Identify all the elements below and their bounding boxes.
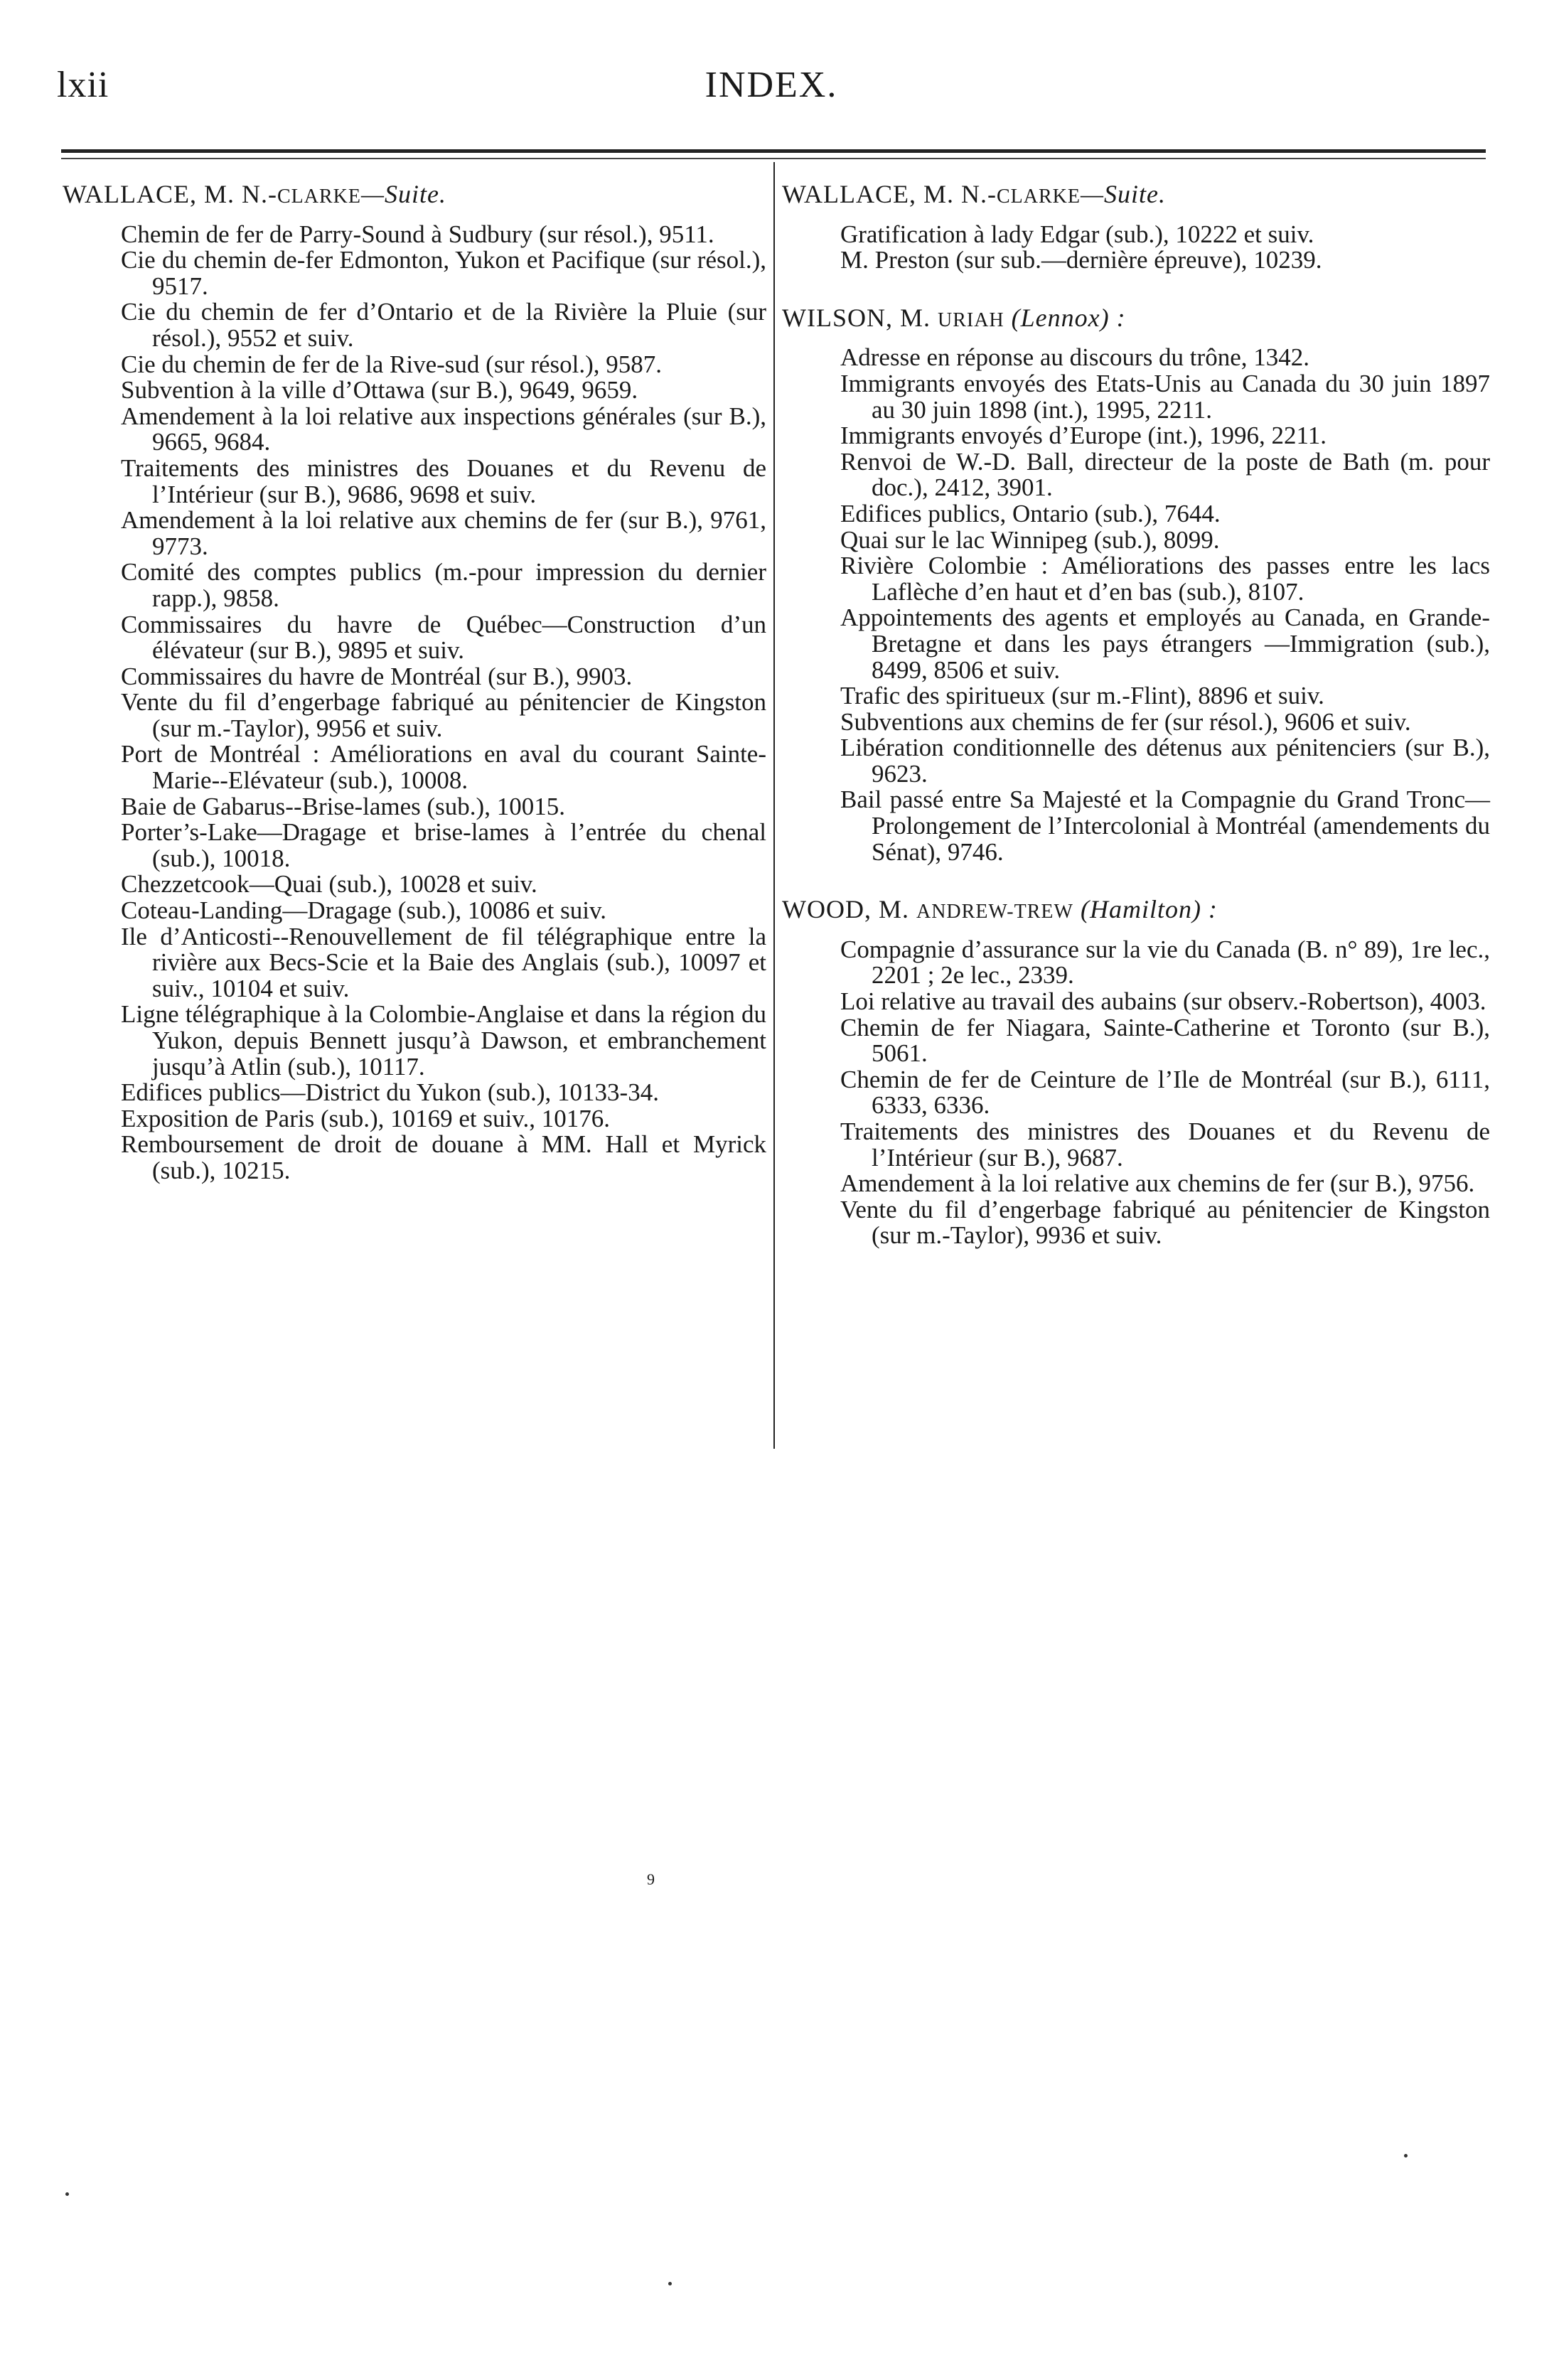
index-entry: Amendement à la loi relative aux inspections générales (sur B.), 9665, 9684. <box>121 402 766 456</box>
index-entry: Remboursement de droit de douane à MM. Hall et Myrick (sub.), 10215. <box>121 1130 766 1184</box>
index-entry: Libération conditionnelle des détenus aux pénitenciers (sur B.), 9623. <box>840 734 1490 788</box>
left-column <box>63 181 766 1184</box>
index-entry: Vente du fil d’engerbage fabriqué au pénitencier de Kingston (sur m.-Taylor), 9936 et suiv. <box>840 1195 1490 1250</box>
index-entry: Ile d’Anticosti--Renouvellement de fil télégraphique entre la rivière aux Becs-Scie et la Baie des Anglais (sub.), 10097 et suiv., 10104 et suiv. <box>121 922 766 1002</box>
section-spacer <box>782 865 1490 896</box>
heading-suffix: —Suite. <box>360 180 446 208</box>
index-entry: Renvoi de W.-D. Ball, directeur de la poste de Bath (m. pour doc.), 2412, 3901. <box>840 447 1490 502</box>
index-entry: Immigrants envoyés d’Europe (int.), 1996, 2211. <box>840 422 1327 450</box>
index-entry: Porter’s-Lake—Dragage et brise-lames à l’entrée du chenal (sub.), 10018. <box>121 818 766 872</box>
index-entry: M. Preston (sur sub.—dernière épreuve), 10239. <box>840 246 1322 274</box>
entry-heading <box>782 305 1490 334</box>
index-entry: Baie de Gabarus--Brise-lames (sub.), 10015. <box>121 792 565 820</box>
right-column <box>782 181 1490 1249</box>
heading-name: WOOD, M. <box>782 895 916 924</box>
speck-mark <box>668 2282 672 2285</box>
heading-smallcaps: CLARKE <box>996 186 1081 208</box>
index-entry: Gratification à lady Edgar (sub.), 10222 et suiv. <box>840 220 1314 248</box>
index-entry: Edifices publics, Ontario (sub.), 7644. <box>840 499 1221 527</box>
entry-heading <box>782 896 1490 926</box>
heading-suffix: —Suite. <box>1080 180 1166 208</box>
entry-heading <box>782 181 1490 210</box>
index-entry: Trafic des spiritueux (sur m.-Flint), 8896 et suiv. <box>840 682 1324 710</box>
left-entries-list <box>63 222 766 1184</box>
index-entry: Traitements des ministres des Douanes et du Revenu de l’Intérieur (sur B.), 9687. <box>840 1117 1490 1172</box>
index-entry: Ligne télégraphique à la Colombie-Anglaise et dans la région du Yukon, depuis Bennett jusqu’à Dawson, et embranchement jusqu’à Atlin (sub.), 10117. <box>121 1000 766 1081</box>
index-entry: Rivière Colombie : Améliorations des passes entre les lacs Laflèche d’en haut et d’en bas (sub.), 8107. <box>840 552 1490 606</box>
heading-name: WALLACE, M. N.- <box>63 180 277 208</box>
index-entry: Coteau-Landing—Dragage (sub.), 10086 et suiv. <box>121 896 606 925</box>
index-entry: Immigrants envoyés des Etats-Unis au Canada du 30 juin 1897 au 30 juin 1898 (int.), 1995, 2211. <box>840 369 1490 424</box>
index-entry: Cie du chemin de fer d’Ontario et de la Rivière la Pluie (sur résol.), 9552 et suiv. <box>121 298 766 352</box>
column-divider <box>773 162 775 1449</box>
signature-mark: 9 <box>647 1870 655 1888</box>
heading-name: WILSON, M. <box>782 303 938 332</box>
index-entry: Compagnie d’assurance sur la vie du Canada (B. n° 89), 1re lec., 2201 ; 2e lec., 2339. <box>840 935 1490 990</box>
section-spacer <box>782 274 1490 305</box>
index-entry: Chemin de fer Niagara, Sainte-Catherine et Toronto (sur B.), 5061. <box>840 1013 1490 1068</box>
index-entry: Subventions aux chemins de fer (sur résol.), 9606 et suiv. <box>840 707 1411 736</box>
index-entry: Subvention à la ville d’Ottawa (sur B.), 9649, 9659. <box>121 376 638 404</box>
heading-smallcaps: ANDREW-TREW <box>916 901 1073 923</box>
index-entry: Adresse en réponse au discours du trône, 1342. <box>840 343 1309 372</box>
index-entry: Chemin de fer de Ceinture de l’Ile de Montréal (sur B.), 6111, 6333, 6336. <box>840 1065 1490 1120</box>
heading-suffix: (Hamilton) : <box>1073 895 1218 924</box>
speck-mark <box>1404 2154 1408 2157</box>
index-entry: Chezzetcook—Quai (sub.), 10028 et suiv. <box>121 870 537 899</box>
speck-mark <box>65 2192 69 2196</box>
index-entry: Loi relative au travail des aubains (sur observ.-Robertson), 4003. <box>840 987 1486 1016</box>
index-entry: Traitements des ministres des Douanes et du Revenu de l’Intérieur (sur B.), 9686, 9698 et suiv. <box>121 454 766 508</box>
page-header <box>57 64 1486 121</box>
header-rule-thin <box>61 158 1486 159</box>
heading-name: WALLACE, M. N.- <box>782 180 997 208</box>
index-entry: Bail passé entre Sa Majesté et la Compagnie du Grand Tronc—Prolongement de l’Intercolonial à Montréal (amendements du Sénat), 9746. <box>840 786 1490 866</box>
index-entry: Port de Montréal : Améliorations en aval du courant Sainte-Marie--Elévateur (sub.), 10008. <box>121 740 766 795</box>
page-title: INDEX. <box>704 65 838 105</box>
header-rule <box>61 149 1486 153</box>
heading-smallcaps: URIAH <box>937 309 1004 331</box>
index-entry: Exposition de Paris (sub.), 10169 et suiv., 10176. <box>121 1104 610 1132</box>
page-number: lxii <box>57 65 109 105</box>
index-entry: Appointements des agents et employés au Canada, en Grande-Bretagne et dans les pays étrangers —Immigration (sub.), 8499, 8506 et suiv. <box>840 604 1490 684</box>
index-entry: Quai sur le lac Winnipeg (sub.), 8099. <box>840 525 1220 554</box>
heading-suffix: (Lennox) : <box>1004 303 1126 332</box>
index-entry: Comité des comptes publics (m.-pour impression du dernier rapp.), 9858. <box>121 558 766 612</box>
index-entry: Edifices publics—District du Yukon (sub.), 10133-34. <box>121 1078 659 1107</box>
heading-smallcaps: CLARKE <box>277 186 361 208</box>
index-entry: Commissaires du havre de Québec—Construction d’un élévateur (sur B.), 9895 et suiv. <box>121 610 766 665</box>
index-entry: Amendement à la loi relative aux chemins de fer (sur B.), 9761, 9773. <box>121 506 766 560</box>
index-entry: Amendement à la loi relative aux chemins de fer (sur B.), 9756. <box>840 1169 1475 1198</box>
entry-heading <box>63 181 766 210</box>
index-entry: Cie du chemin de-fer Edmonton, Yukon et Pacifique (sur résol.), 9517. <box>121 246 766 300</box>
index-entry: Chemin de fer de Parry-Sound à Sudbury (sur résol.), 9511. <box>121 220 714 248</box>
index-entry: Commissaires du havre de Montréal (sur B.), 9903. <box>121 662 633 690</box>
index-entry: Vente du fil d’engerbage fabriqué au pénitencier de Kingston (sur m.-Taylor), 9956 et suiv. <box>121 688 766 742</box>
index-entry: Cie du chemin de fer de la Rive-sud (sur résol.), 9587. <box>121 350 663 378</box>
